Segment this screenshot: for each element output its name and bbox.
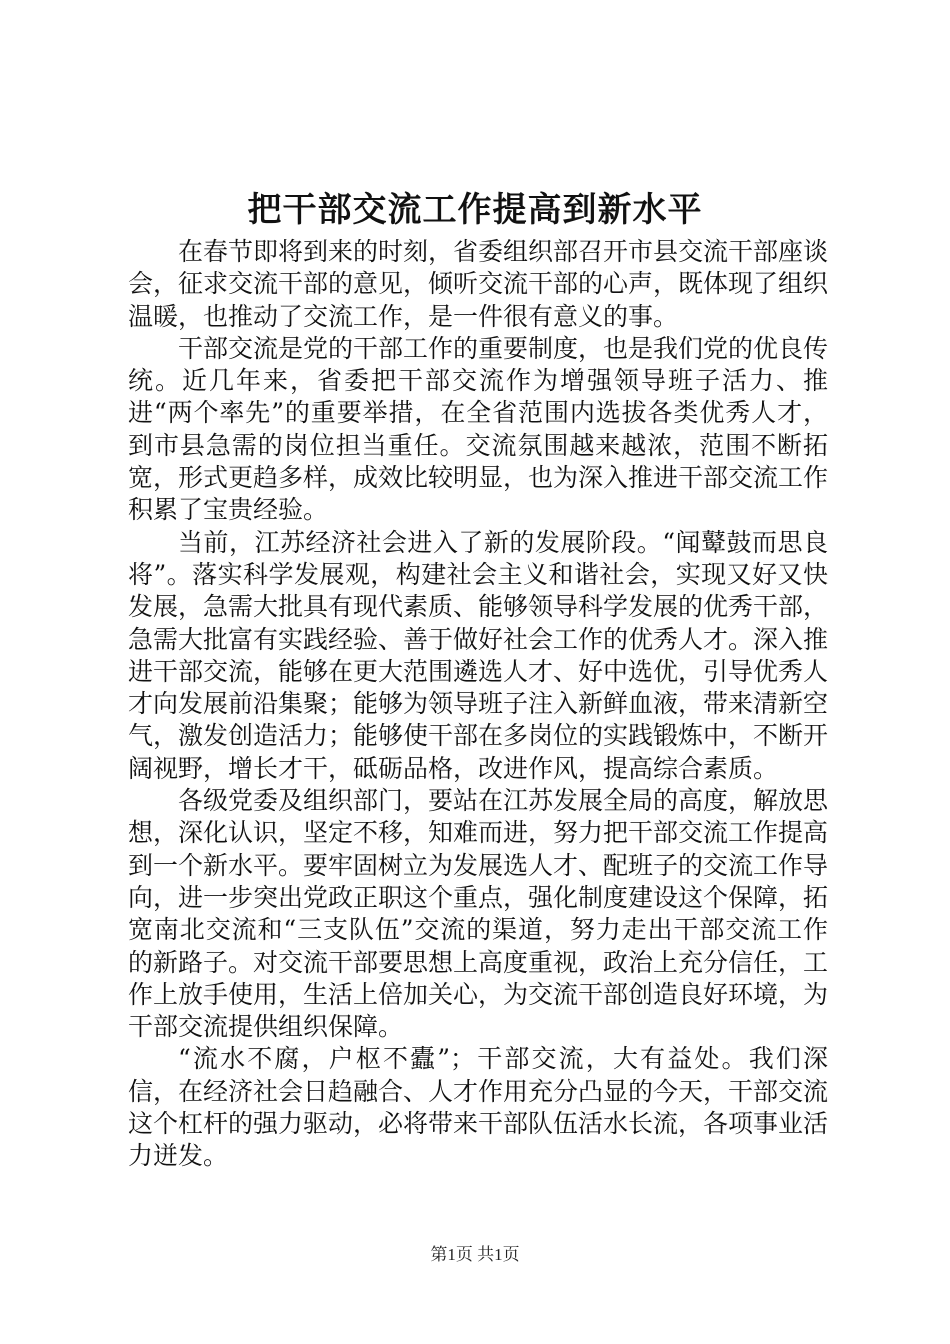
paragraph: “流水不腐，户枢不蠹”；干部交流，大有益处。我们深信，在经济社会日趋融合、人才作用充分凸显的今天，干部交流这个杠杆的强力驱动，必将带来干部队伍活水长流，各项事业活力迸发。: [128, 1044, 829, 1171]
paragraph: 干部交流是党的干部工作的重要制度，也是我们党的优良传统。近几年来，省委把干部交流作为增强领导班子活力、推进“两个率先”的重要举措，在全省范围内选拔各类优秀人才，到市县急需的岗位担当重任。交流氛围越来越浓，范围不断拓宽，形式更趋多样，成效比较明显，也为深入推进干部交流工作积累了宝贵经验。: [128, 333, 829, 525]
paragraph: 各级党委及组织部门，要站在江苏发展全局的高度，解放思想，深化认识，坚定不移，知难而进，努力把干部交流工作提高到一个新水平。要牢固树立为发展选人才、配班子的交流工作导向，进一步突出党政正职这个重点，强化制度建设这个保障，拓宽南北交流和“三支队伍”交流的渠道，努力走出干部交流工作的新路子。对交流干部要思想上高度重视，政治上充分信任，工作上放手使用，生活上倍加关心，为交流干部创造良好环境，为干部交流提供组织保障。: [128, 786, 829, 1042]
document-title: 把干部交流工作提高到新水平: [247, 190, 703, 230]
paragraph: 当前，江苏经济社会进入了新的发展阶段。“闻鼙鼓而思良将”。落实科学发展观，构建社会主义和谐社会，实现又好又快发展，急需大批具有现代素质、能够领导科学发展的优秀干部，急需大批富有实践经验、善于做好社会工作的优秀人才。深入推进干部交流，能够在更大范围遴选人才、好中选优，引导优秀人才向发展前沿集聚；能够为领导班子注入新鲜血液，带来清新空气，激发创造活力；能够使干部在多岗位的实践锻炼中，不断开阔视野，增长才干，砥砺品格，改进作风，提高综合素质。: [128, 527, 829, 783]
paragraph: 在春节即将到来的时刻，省委组织部召开市县交流干部座谈会，征求交流干部的意见，倾听交流干部的心声，既体现了组织温暖，也推动了交流工作，是一件很有意义的事。: [128, 237, 829, 331]
page-footer: 第1页 共1页: [430, 1245, 520, 1264]
document-body: [128, 236, 828, 1173]
